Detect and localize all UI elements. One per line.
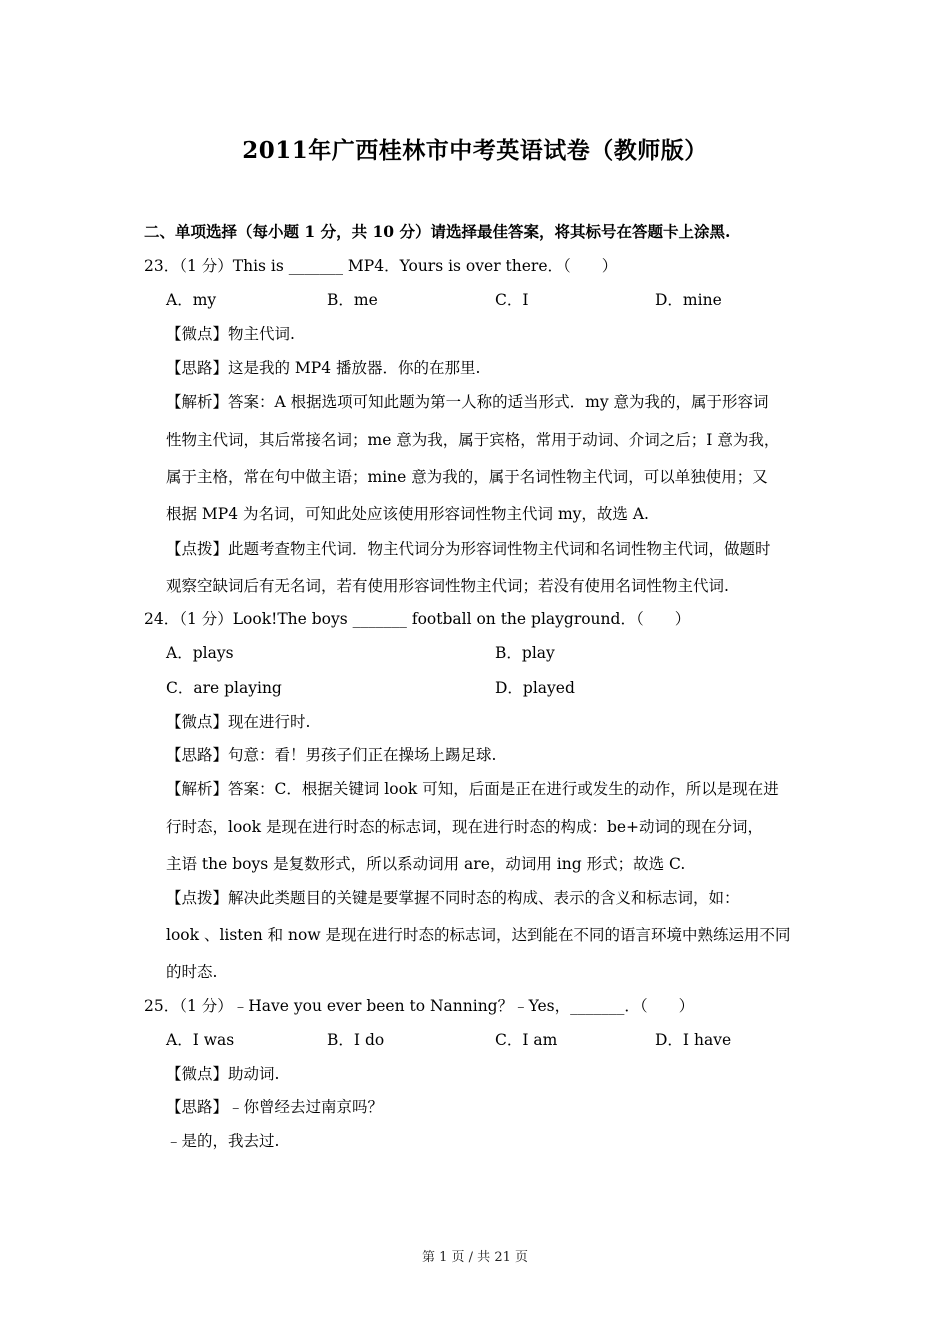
question-23-option-c: C．I	[495, 291, 529, 309]
question-24-option-c: C．are playing	[166, 679, 282, 697]
question-24-jiexi-line: 【解析】答案：C．根据关键词 look 可知，后面是正在进行或发生的动作，所以是现在进	[166, 780, 779, 798]
question-24-dianbo-line: 【点拨】解决此类题目的关键是要掌握不同时态的构成、表示的含义和标志词，如：	[166, 889, 740, 907]
question-25-stem: 25．（1 分）﹣Have you ever been to Nanning？﹣Yes，_______．（ ）	[144, 997, 695, 1015]
question-23-jiexi-line: 【解析】答案：A 根据选项可知此题为第一人称的适当形式．my 意为我的，属于形容词	[166, 393, 769, 411]
question-23-jiexi-line: 根据 MP4 为名词，可知此处应该使用形容词性物主代词 my，故选 A.	[166, 505, 649, 523]
question-23-jiexi-line: 性物主代词，其后常接名词；me 意为我，属于宾格，常用于动词、介词之后；I 意为我，	[166, 431, 780, 449]
question-23-dianbo-line: 【点拨】此题考查物主代词．物主代词分为形容词性物主代词和名词性物主代词，做题时	[166, 540, 771, 558]
question-23-dianbo-line: 观察空缺词后有无名词，若有使用形容词性物主代词；若没有使用名词性物主代词.	[166, 577, 729, 595]
question-23-option-a: A．my	[166, 291, 217, 309]
question-25-option-d: D．I have	[655, 1031, 732, 1049]
question-23-option-b: B．me	[327, 291, 378, 309]
question-25-weidian: 【微点】助动词.	[166, 1065, 280, 1083]
question-25-option-c: C．I am	[495, 1031, 558, 1049]
document-title: 2011年广西桂林市中考英语试卷（教师版）	[242, 137, 708, 164]
question-23-silu: 【思路】这是我的 MP4 播放器．你的在那里.	[166, 359, 481, 377]
question-25-silu: 【思路】﹣你曾经去过南京吗？	[166, 1098, 384, 1116]
question-24-jiexi-line: 主语 the boys 是复数形式，所以系动词用 are，动词用 ing 形式；故选 C.	[166, 855, 686, 873]
question-24-dianbo-line: look 、listen 和 now 是现在进行时态的标志词，达到能在不同的语言环境中熟练运用不同	[166, 926, 791, 944]
question-25-silu-continued: ﹣是的，我去过.	[166, 1132, 280, 1150]
question-24-stem: 24．（1 分）Look!The boys _______ football on the playground．（ ）	[144, 610, 691, 628]
question-24-option-a: A．plays	[166, 644, 234, 662]
question-24-weidian: 【微点】现在进行时.	[166, 713, 311, 731]
question-24-option-b: B．play	[495, 644, 555, 662]
question-25-option-a: A．I was	[166, 1031, 235, 1049]
question-24-dianbo-line: 的时态.	[166, 963, 218, 981]
question-23-option-d: D．mine	[655, 291, 722, 309]
question-24-silu: 【思路】句意：看！男孩子们正在操场上踢足球.	[166, 746, 497, 764]
question-23-stem: 23．（1 分）This is _______ MP4．Yours is over there．（ ）	[144, 257, 618, 275]
question-24-option-d: D．played	[495, 679, 575, 697]
question-24-jiexi-line: 行时态，look 是现在进行时态的标志词，现在进行时态的构成：be+动词的现在分词，	[166, 818, 764, 836]
question-25-option-b: B．I do	[327, 1031, 385, 1049]
question-23-jiexi-line: 属于主格，常在句中做主语；mine 意为我的，属于名词性物主代词，可以单独使用；又	[166, 468, 768, 486]
page-footer: 第 1 页 / 共 21 页	[422, 1250, 528, 1265]
section-heading: 二、单项选择（每小题 1 分，共 10 分）请选择最佳答案，将其标号在答题卡上涂黑.	[144, 222, 731, 241]
question-23-weidian: 【微点】物主代词.	[166, 325, 295, 343]
